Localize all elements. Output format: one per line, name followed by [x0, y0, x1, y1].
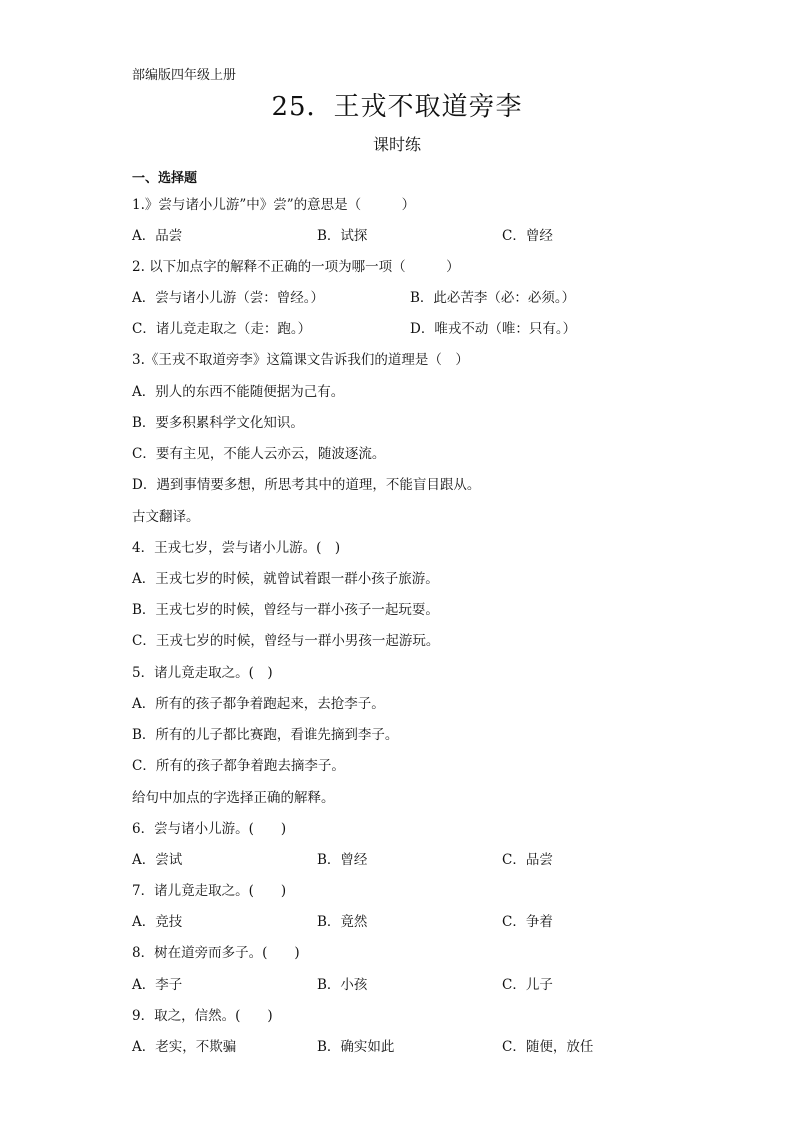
question-4: 4．王戎七岁，尝与诸小儿游。( )	[132, 540, 341, 556]
question-7-option-b[interactable]: B．竟然	[317, 914, 368, 930]
question-1-option-c[interactable]: C．曾经	[502, 228, 553, 244]
question-3: 3.《王戎不取道旁李》这篇课文告诉我们的道理是（ ）	[132, 352, 469, 368]
question-9-option-b[interactable]: B．确实如此	[317, 1039, 395, 1055]
page-title: 25．王戎不取道旁李	[271, 92, 523, 122]
question-3-option-c[interactable]: C．要有主见，不能人云亦云，随波逐流。	[132, 446, 386, 462]
question-1-option-b[interactable]: B．试探	[317, 228, 368, 244]
question-2-option-a[interactable]: A．尝与诸小儿游（尝：曾经。）	[132, 290, 324, 306]
question-5: 5．诸儿竟走取之。( )	[132, 665, 273, 681]
question-5-option-b[interactable]: B．所有的儿子都比赛跑，看谁先摘到李子。	[132, 727, 399, 743]
question-1: 1.》尝与诸小儿游”中》尝”的意思是（ ）	[132, 197, 416, 213]
question-8-option-a[interactable]: A．李子	[132, 977, 183, 993]
question-7-option-c[interactable]: C．争着	[502, 914, 553, 930]
question-3-option-b[interactable]: B．要多积累科学文化知识。	[132, 415, 304, 431]
question-3-option-d[interactable]: D．遇到事情要多想，所思考其中的道理，不能盲目跟从。	[132, 477, 481, 493]
question-2-option-b[interactable]: B．此必苦李（必：必须。）	[410, 290, 576, 306]
question-5-option-c[interactable]: C．所有的孩子都争着跑去摘李子。	[132, 758, 345, 774]
dot-heading: 给句中加点的字选择正确的解释。	[132, 790, 335, 806]
question-7-option-a[interactable]: A．竞技	[132, 914, 183, 930]
question-4-option-a[interactable]: A．王戎七岁的时候，就曾试着跟一群小孩子旅游。	[132, 571, 439, 587]
grade-label: 部编版四年级上册	[132, 68, 237, 83]
question-6: 6．尝与诸小儿游。( )	[132, 821, 287, 837]
question-2-option-c[interactable]: C．诸儿竞走取之（走：跑。）	[132, 321, 312, 337]
section-heading: 一、选择题	[132, 171, 198, 186]
question-6-option-a[interactable]: A．尝试	[132, 852, 183, 868]
question-6-option-b[interactable]: B．曾经	[317, 852, 368, 868]
question-4-option-c[interactable]: C．王戎七岁的时候，曾经与一群小男孩一起游玩。	[132, 633, 440, 649]
question-8-option-c[interactable]: C．儿子	[502, 977, 553, 993]
page-subtitle: 课时练	[372, 135, 421, 154]
question-2: 2. 以下加点字的解释不正确的一项为哪一项（ ）	[132, 259, 460, 275]
translate-heading: 古文翻译。	[132, 509, 200, 525]
question-2-option-d[interactable]: D．唯戎不动（唯：只有。）	[410, 321, 577, 337]
question-5-option-a[interactable]: A．所有的孩子都争着跑起来，去抢李子。	[132, 696, 385, 712]
question-7: 7．诸儿竟走取之。( )	[132, 883, 287, 899]
question-9-option-c[interactable]: C．随便，放任	[502, 1039, 594, 1055]
question-8-option-b[interactable]: B．小孩	[317, 977, 368, 993]
question-4-option-b[interactable]: B．王戎七岁的时候，曾经与一群小孩子一起玩耍。	[132, 602, 439, 618]
question-9-option-a[interactable]: A．老实，不欺骗	[132, 1039, 237, 1055]
question-3-option-a[interactable]: A．别人的东西不能随便据为己有。	[132, 384, 345, 400]
question-1-option-a[interactable]: A．品尝	[132, 228, 183, 244]
question-8: 8．树在道旁而多子。( )	[132, 945, 300, 961]
question-9: 9．取之，信然。( )	[132, 1008, 273, 1024]
question-6-option-c[interactable]: C．品尝	[502, 852, 553, 868]
